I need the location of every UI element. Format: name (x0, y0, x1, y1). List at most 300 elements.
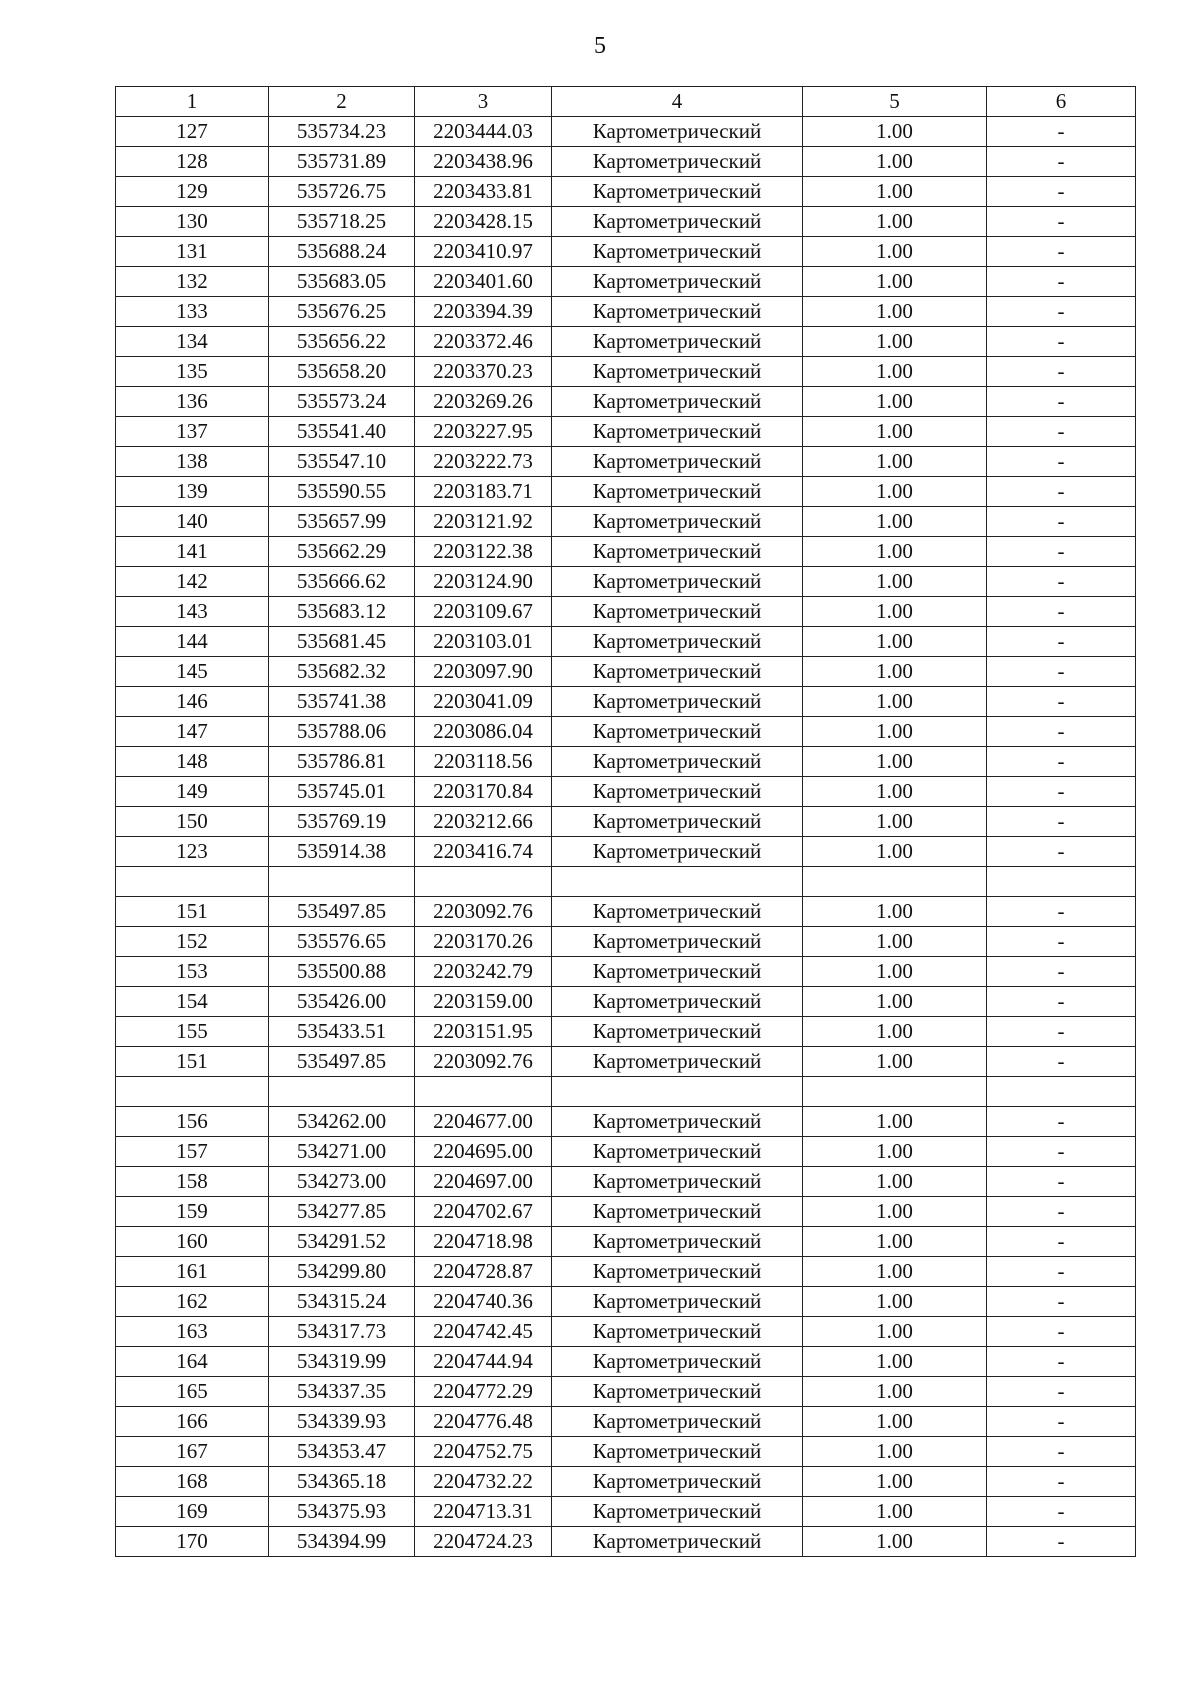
x-coordinate-cell: 535726.75 (269, 177, 415, 207)
x-coordinate-cell: 535683.05 (269, 267, 415, 297)
point-number-cell: 144 (116, 627, 269, 657)
x-coordinate-cell: 534271.00 (269, 1137, 415, 1167)
x-coordinate-cell: 535718.25 (269, 207, 415, 237)
note-cell: - (987, 897, 1136, 927)
table-row (116, 1497, 1136, 1527)
note-cell: - (987, 117, 1136, 147)
note-cell: - (987, 927, 1136, 957)
point-number-cell: 139 (116, 477, 269, 507)
y-coordinate-cell: 2203103.01 (415, 627, 552, 657)
y-coordinate-cell (415, 1077, 552, 1107)
x-coordinate-cell (269, 1077, 415, 1107)
x-coordinate-cell: 535681.45 (269, 627, 415, 657)
point-number-cell: 145 (116, 657, 269, 687)
x-coordinate-cell: 534353.47 (269, 1437, 415, 1467)
table-row (116, 627, 1136, 657)
method-cell: Картометрический (552, 1287, 803, 1317)
note-cell: - (987, 777, 1136, 807)
method-cell: Картометрический (552, 357, 803, 387)
accuracy-cell: 1.00 (803, 117, 987, 147)
x-coordinate-cell: 535914.38 (269, 837, 415, 867)
table-row (116, 1377, 1136, 1407)
method-cell: Картометрический (552, 537, 803, 567)
note-cell: - (987, 507, 1136, 537)
point-number-cell: 164 (116, 1347, 269, 1377)
note-cell: - (987, 1167, 1136, 1197)
point-number-cell: 163 (116, 1317, 269, 1347)
table-row (116, 117, 1136, 147)
accuracy-cell: 1.00 (803, 1107, 987, 1137)
y-coordinate-cell: 2204732.22 (415, 1467, 552, 1497)
method-cell: Картометрический (552, 717, 803, 747)
y-coordinate-cell: 2203372.46 (415, 327, 552, 357)
x-coordinate-cell: 535658.20 (269, 357, 415, 387)
y-coordinate-cell: 2203222.73 (415, 447, 552, 477)
method-cell: Картометрический (552, 1197, 803, 1227)
table-row (116, 777, 1136, 807)
accuracy-cell: 1.00 (803, 1287, 987, 1317)
method-cell: Картометрический (552, 1347, 803, 1377)
y-coordinate-cell: 2203092.76 (415, 1047, 552, 1077)
point-number-cell: 165 (116, 1377, 269, 1407)
note-cell: - (987, 687, 1136, 717)
method-cell: Картометрический (552, 1377, 803, 1407)
accuracy-cell: 1.00 (803, 237, 987, 267)
method-cell (552, 867, 803, 897)
accuracy-cell: 1.00 (803, 1137, 987, 1167)
coordinates-table (115, 86, 1136, 1557)
table-row (116, 897, 1136, 927)
accuracy-cell: 1.00 (803, 1377, 987, 1407)
note-cell: - (987, 297, 1136, 327)
table-row (116, 687, 1136, 717)
table-row (116, 1287, 1136, 1317)
point-number-cell: 154 (116, 987, 269, 1017)
table-row (116, 507, 1136, 537)
method-cell: Картометрический (552, 1107, 803, 1137)
note-cell: - (987, 417, 1136, 447)
method-cell: Картометрический (552, 237, 803, 267)
table-row (116, 837, 1136, 867)
method-cell: Картометрический (552, 957, 803, 987)
y-coordinate-cell: 2204752.75 (415, 1437, 552, 1467)
point-number-cell: 160 (116, 1227, 269, 1257)
accuracy-cell: 1.00 (803, 567, 987, 597)
point-number-cell (116, 867, 269, 897)
method-cell: Картометрический (552, 507, 803, 537)
table-row (116, 267, 1136, 297)
accuracy-cell: 1.00 (803, 1407, 987, 1437)
accuracy-cell: 1.00 (803, 897, 987, 927)
point-number-cell: 127 (116, 117, 269, 147)
table-row (116, 357, 1136, 387)
note-cell: - (987, 1137, 1136, 1167)
table-row (116, 1017, 1136, 1047)
y-coordinate-cell: 2203159.00 (415, 987, 552, 1017)
accuracy-cell: 1.00 (803, 267, 987, 297)
table-row (116, 1167, 1136, 1197)
method-cell: Картометрический (552, 1167, 803, 1197)
y-coordinate-cell: 2203151.95 (415, 1017, 552, 1047)
y-coordinate-cell: 2204740.36 (415, 1287, 552, 1317)
table-row (116, 657, 1136, 687)
y-coordinate-cell: 2203444.03 (415, 117, 552, 147)
accuracy-cell (803, 1077, 987, 1107)
accuracy-cell: 1.00 (803, 507, 987, 537)
method-cell: Картометрический (552, 207, 803, 237)
accuracy-cell: 1.00 (803, 1047, 987, 1077)
y-coordinate-cell: 2203370.23 (415, 357, 552, 387)
point-number-cell: 162 (116, 1287, 269, 1317)
method-cell (552, 1077, 803, 1107)
point-number-cell: 138 (116, 447, 269, 477)
note-cell: - (987, 837, 1136, 867)
x-coordinate-cell: 535662.29 (269, 537, 415, 567)
point-number-cell: 123 (116, 837, 269, 867)
point-number-cell: 169 (116, 1497, 269, 1527)
y-coordinate-cell: 2203121.92 (415, 507, 552, 537)
method-cell: Картометрический (552, 837, 803, 867)
point-number-cell: 155 (116, 1017, 269, 1047)
note-cell: - (987, 717, 1136, 747)
accuracy-cell: 1.00 (803, 657, 987, 687)
table-row (116, 1347, 1136, 1377)
accuracy-cell: 1.00 (803, 477, 987, 507)
method-cell: Картометрический (552, 147, 803, 177)
table-row (116, 477, 1136, 507)
note-cell: - (987, 1407, 1136, 1437)
x-coordinate-cell (269, 867, 415, 897)
table-row (116, 807, 1136, 837)
point-number-cell: 170 (116, 1527, 269, 1557)
method-cell: Картометрический (552, 807, 803, 837)
accuracy-cell: 1.00 (803, 777, 987, 807)
x-coordinate-cell: 534262.00 (269, 1107, 415, 1137)
table-row (116, 1047, 1136, 1077)
page-number: 5 (594, 33, 606, 59)
y-coordinate-cell: 2203118.56 (415, 747, 552, 777)
table-row (116, 1317, 1136, 1347)
y-coordinate-cell: 2203242.79 (415, 957, 552, 987)
x-coordinate-cell: 535547.10 (269, 447, 415, 477)
method-cell: Картометрический (552, 387, 803, 417)
accuracy-cell: 1.00 (803, 1197, 987, 1227)
accuracy-cell: 1.00 (803, 1467, 987, 1497)
method-cell: Картометрический (552, 987, 803, 1017)
y-coordinate-cell: 2203086.04 (415, 717, 552, 747)
point-number-cell: 168 (116, 1467, 269, 1497)
x-coordinate-cell: 534299.80 (269, 1257, 415, 1287)
point-number-cell: 146 (116, 687, 269, 717)
accuracy-cell: 1.00 (803, 387, 987, 417)
column-header-4: 4 (552, 87, 803, 117)
point-number-cell: 128 (116, 147, 269, 177)
point-number-cell: 143 (116, 597, 269, 627)
y-coordinate-cell: 2203124.90 (415, 567, 552, 597)
y-coordinate-cell: 2204776.48 (415, 1407, 552, 1437)
point-number-cell: 151 (116, 1047, 269, 1077)
point-number-cell: 131 (116, 237, 269, 267)
x-coordinate-cell: 535745.01 (269, 777, 415, 807)
method-cell: Картометрический (552, 927, 803, 957)
y-coordinate-cell: 2204695.00 (415, 1137, 552, 1167)
method-cell: Картометрический (552, 1467, 803, 1497)
accuracy-cell: 1.00 (803, 627, 987, 657)
accuracy-cell: 1.00 (803, 837, 987, 867)
method-cell: Картометрический (552, 417, 803, 447)
note-cell: - (987, 567, 1136, 597)
accuracy-cell: 1.00 (803, 177, 987, 207)
note-cell: - (987, 537, 1136, 567)
note-cell: - (987, 1287, 1136, 1317)
y-coordinate-cell: 2204718.98 (415, 1227, 552, 1257)
table-row (116, 747, 1136, 777)
x-coordinate-cell: 535769.19 (269, 807, 415, 837)
x-coordinate-cell: 535676.25 (269, 297, 415, 327)
column-header-1: 1 (116, 87, 269, 117)
note-cell: - (987, 1437, 1136, 1467)
x-coordinate-cell: 534375.93 (269, 1497, 415, 1527)
x-coordinate-cell: 534315.24 (269, 1287, 415, 1317)
accuracy-cell: 1.00 (803, 147, 987, 177)
y-coordinate-cell (415, 867, 552, 897)
table-row (116, 447, 1136, 477)
method-cell: Картометрический (552, 447, 803, 477)
x-coordinate-cell: 534319.99 (269, 1347, 415, 1377)
point-number-cell: 142 (116, 567, 269, 597)
x-coordinate-cell: 535741.38 (269, 687, 415, 717)
x-coordinate-cell: 535541.40 (269, 417, 415, 447)
x-coordinate-cell: 534277.85 (269, 1197, 415, 1227)
point-number-cell: 158 (116, 1167, 269, 1197)
x-coordinate-cell: 535688.24 (269, 237, 415, 267)
method-cell: Картометрический (552, 657, 803, 687)
x-coordinate-cell: 534317.73 (269, 1317, 415, 1347)
table-row (116, 867, 1136, 897)
method-cell: Картометрический (552, 1407, 803, 1437)
note-cell: - (987, 387, 1136, 417)
y-coordinate-cell: 2204697.00 (415, 1167, 552, 1197)
x-coordinate-cell: 535656.22 (269, 327, 415, 357)
x-coordinate-cell: 535682.32 (269, 657, 415, 687)
point-number-cell: 147 (116, 717, 269, 747)
accuracy-cell: 1.00 (803, 1317, 987, 1347)
table-row (116, 1137, 1136, 1167)
point-number-cell: 135 (116, 357, 269, 387)
method-cell: Картометрический (552, 1257, 803, 1287)
accuracy-cell: 1.00 (803, 1437, 987, 1467)
y-coordinate-cell: 2203097.90 (415, 657, 552, 687)
y-coordinate-cell: 2203170.26 (415, 927, 552, 957)
table-row (116, 537, 1136, 567)
method-cell: Картометрический (552, 747, 803, 777)
y-coordinate-cell: 2203410.97 (415, 237, 552, 267)
accuracy-cell: 1.00 (803, 927, 987, 957)
table-row (116, 327, 1136, 357)
method-cell: Картометрический (552, 777, 803, 807)
table-row (116, 927, 1136, 957)
note-cell: - (987, 237, 1136, 267)
note-cell: - (987, 1347, 1136, 1377)
point-number-cell: 157 (116, 1137, 269, 1167)
x-coordinate-cell: 535426.00 (269, 987, 415, 1017)
y-coordinate-cell: 2203416.74 (415, 837, 552, 867)
y-coordinate-cell: 2203170.84 (415, 777, 552, 807)
note-cell: - (987, 267, 1136, 297)
point-number-cell: 141 (116, 537, 269, 567)
method-cell: Картометрический (552, 1017, 803, 1047)
point-number-cell: 152 (116, 927, 269, 957)
note-cell: - (987, 1017, 1136, 1047)
note-cell: - (987, 1527, 1136, 1557)
y-coordinate-cell: 2203269.26 (415, 387, 552, 417)
method-cell: Картометрический (552, 1527, 803, 1557)
table-header-row (116, 87, 1136, 117)
table-row (116, 1257, 1136, 1287)
note-cell: - (987, 597, 1136, 627)
method-cell: Картометрический (552, 327, 803, 357)
y-coordinate-cell: 2203092.76 (415, 897, 552, 927)
note-cell: - (987, 1047, 1136, 1077)
accuracy-cell: 1.00 (803, 1527, 987, 1557)
accuracy-cell: 1.00 (803, 687, 987, 717)
y-coordinate-cell: 2203227.95 (415, 417, 552, 447)
x-coordinate-cell: 535497.85 (269, 897, 415, 927)
method-cell: Картометрический (552, 567, 803, 597)
table-row (116, 567, 1136, 597)
method-cell: Картометрический (552, 897, 803, 927)
accuracy-cell: 1.00 (803, 957, 987, 987)
y-coordinate-cell: 2204724.23 (415, 1527, 552, 1557)
table-row (116, 207, 1136, 237)
point-number-cell: 132 (116, 267, 269, 297)
note-cell: - (987, 1467, 1136, 1497)
method-cell: Картометрический (552, 117, 803, 147)
point-number-cell: 167 (116, 1437, 269, 1467)
note-cell: - (987, 1107, 1136, 1137)
table-row (116, 297, 1136, 327)
x-coordinate-cell: 535433.51 (269, 1017, 415, 1047)
y-coordinate-cell: 2203438.96 (415, 147, 552, 177)
y-coordinate-cell: 2203394.39 (415, 297, 552, 327)
method-cell: Картометрический (552, 627, 803, 657)
accuracy-cell: 1.00 (803, 357, 987, 387)
method-cell: Картометрический (552, 297, 803, 327)
column-header-3: 3 (415, 87, 552, 117)
accuracy-cell: 1.00 (803, 597, 987, 627)
point-number-cell: 134 (116, 327, 269, 357)
x-coordinate-cell: 535573.24 (269, 387, 415, 417)
x-coordinate-cell: 534339.93 (269, 1407, 415, 1437)
y-coordinate-cell: 2204677.00 (415, 1107, 552, 1137)
x-coordinate-cell: 535734.23 (269, 117, 415, 147)
note-cell: - (987, 447, 1136, 477)
note-cell: - (987, 147, 1136, 177)
point-number-cell: 129 (116, 177, 269, 207)
y-coordinate-cell: 2204702.67 (415, 1197, 552, 1227)
note-cell: - (987, 1227, 1136, 1257)
accuracy-cell: 1.00 (803, 1017, 987, 1047)
column-header-5: 5 (803, 87, 987, 117)
note-cell (987, 867, 1136, 897)
method-cell: Картометрический (552, 1047, 803, 1077)
x-coordinate-cell: 535497.85 (269, 1047, 415, 1077)
point-number-cell: 140 (116, 507, 269, 537)
x-coordinate-cell: 535657.99 (269, 507, 415, 537)
y-coordinate-cell: 2203212.66 (415, 807, 552, 837)
accuracy-cell: 1.00 (803, 1497, 987, 1527)
x-coordinate-cell: 535500.88 (269, 957, 415, 987)
method-cell: Картометрический (552, 597, 803, 627)
x-coordinate-cell: 534291.52 (269, 1227, 415, 1257)
method-cell: Картометрический (552, 477, 803, 507)
point-number-cell: 159 (116, 1197, 269, 1227)
accuracy-cell: 1.00 (803, 447, 987, 477)
point-number-cell: 166 (116, 1407, 269, 1437)
y-coordinate-cell: 2204744.94 (415, 1347, 552, 1377)
table-row (116, 1197, 1136, 1227)
accuracy-cell: 1.00 (803, 1227, 987, 1257)
y-coordinate-cell: 2203122.38 (415, 537, 552, 567)
point-number-cell: 161 (116, 1257, 269, 1287)
table-row (116, 1227, 1136, 1257)
y-coordinate-cell: 2203041.09 (415, 687, 552, 717)
point-number-cell: 130 (116, 207, 269, 237)
point-number-cell (116, 1077, 269, 1107)
accuracy-cell: 1.00 (803, 1257, 987, 1287)
accuracy-cell: 1.00 (803, 417, 987, 447)
table-body (116, 117, 1136, 1557)
point-number-cell: 148 (116, 747, 269, 777)
note-cell: - (987, 807, 1136, 837)
x-coordinate-cell: 535788.06 (269, 717, 415, 747)
method-cell: Картометрический (552, 1437, 803, 1467)
x-coordinate-cell: 535590.55 (269, 477, 415, 507)
y-coordinate-cell: 2203109.67 (415, 597, 552, 627)
table-row (116, 1407, 1136, 1437)
x-coordinate-cell: 534337.35 (269, 1377, 415, 1407)
table-row (116, 1467, 1136, 1497)
table-row (116, 417, 1136, 447)
table-row (116, 597, 1136, 627)
y-coordinate-cell: 2204728.87 (415, 1257, 552, 1287)
method-cell: Картометрический (552, 1227, 803, 1257)
point-number-cell: 156 (116, 1107, 269, 1137)
x-coordinate-cell: 535786.81 (269, 747, 415, 777)
point-number-cell: 136 (116, 387, 269, 417)
table-row (116, 1527, 1136, 1557)
note-cell: - (987, 177, 1136, 207)
method-cell: Картометрический (552, 1497, 803, 1527)
x-coordinate-cell: 534394.99 (269, 1527, 415, 1557)
point-number-cell: 149 (116, 777, 269, 807)
point-number-cell: 133 (116, 297, 269, 327)
accuracy-cell: 1.00 (803, 1347, 987, 1377)
column-header-6: 6 (987, 87, 1136, 117)
accuracy-cell: 1.00 (803, 717, 987, 747)
note-cell: - (987, 987, 1136, 1017)
note-cell: - (987, 747, 1136, 777)
accuracy-cell (803, 867, 987, 897)
note-cell: - (987, 477, 1136, 507)
method-cell: Картометрический (552, 687, 803, 717)
accuracy-cell: 1.00 (803, 537, 987, 567)
note-cell: - (987, 657, 1136, 687)
note-cell: - (987, 357, 1136, 387)
note-cell: - (987, 957, 1136, 987)
note-cell (987, 1077, 1136, 1107)
note-cell: - (987, 1497, 1136, 1527)
